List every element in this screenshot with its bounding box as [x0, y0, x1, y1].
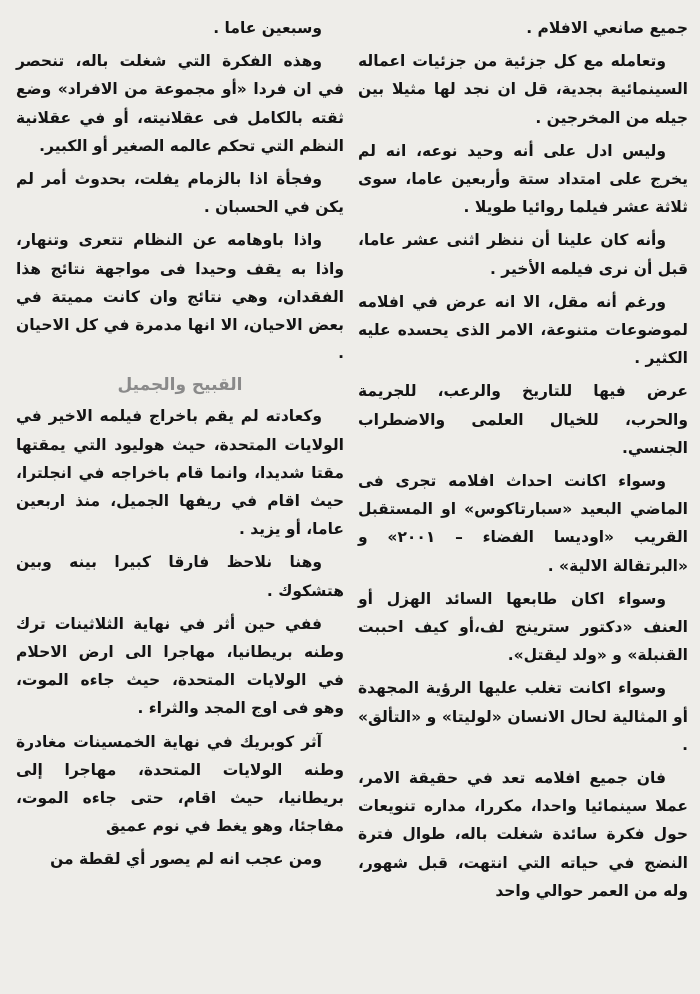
- left-column: [16, 14, 344, 879]
- paragraph: وسواء اكان طابعها السائد الهزل أو العنف «دكتور سترينج لف،أو كيف احببت القنبلة» و «ولد ليقتل».: [358, 589, 688, 665]
- right-column: [358, 14, 688, 910]
- paragraph: آثر كوبريك في نهاية الخمسينات مغادرة وطنه الولايات المتحدة، مهاجرا إلى بريطانيا، حيث اقام، حتى جاءه الموت، مفاجئا، وهو يغط في نوم عميق: [16, 732, 344, 836]
- paragraph: واذا باوهامه عن النظام تتعرى وتنهار، واذا به يقف وحيدا فى مواجهة نتائج هذا الفقدان، وهي نتائج وان كانت مميتة في بعض الاحيان، الا انها مدمرة في كل الاحيان .: [16, 231, 344, 363]
- paragraph: وسواء اكانت تغلب عليها الرؤية المجهدة أو المثالية لحال الانسان «لوليتا» و «التألق» .: [358, 679, 688, 754]
- paragraph: ورغم أنه مقل، الا انه عرض في افلامه لموضوعات متنوعة، الامر الذى يحسده عليه الكثير .: [358, 292, 688, 368]
- paragraph: ففي حين أثر في نهاية الثلاثينات ترك وطنه بريطانيا، مهاجرا الى ارض الاحلام في الولايات المتحدة، حيث جاءه الموت، وهو فى اوج المجد والثراء .: [16, 614, 344, 718]
- paragraph: وأنه كان علينا أن ننظر اثنى عشر عاما، قبل أن نرى فيلمه الأخير .: [358, 231, 688, 278]
- paragraph: عرض فيها للتاريخ والرعب، للجريمة والحرب، للخيال العلمى والاضطراب الجنسي.: [358, 382, 688, 457]
- paragraph: وفجأة اذا بالزمام يفلت، بحدوث أمر لم يكن في الحسبان .: [16, 170, 344, 217]
- paragraph: ومن عجب انه لم يصور أي لقطة من: [50, 850, 322, 869]
- paragraph: وكعادته لم يقم باخراج فيلمه الاخير في الولايات المتحدة، حيث هوليود التي يمقتها مقتا شديدا، وانما قام باخراجه في انجلترا، حيث اقام في ريفها الجميل، منذ اربعين عاما، أو يزيد .: [16, 407, 344, 539]
- paragraph: جميع صانعي الافلام .: [526, 19, 688, 37]
- paragraph: وليس ادل على أنه وحيد نوعه، انه لم يخرج على امتداد ستة وأربعين عاما، سوى ثلاثة عشر فيلما روائيا طويلا .: [358, 141, 688, 217]
- paragraph: فان جميع افلامه تعد في حقيقة الامر، عملا سينمائيا واحدا، مكررا، مداره تنويعات حول فكرة سائدة شغلت باله، طوال فترة النضج في حياته التي انتهت، قبل شهور، وله من العمر حوالي واحد: [358, 769, 688, 900]
- paragraph: وسبعين عاما .: [213, 19, 322, 37]
- section-subheading: القبيح والجميل: [117, 375, 243, 396]
- paragraph: وهنا نلاحظ فارقا كبيرا بينه وبين هتشكوك .: [16, 553, 344, 600]
- paragraph: وتعامله مع كل جزئية من جزئيات اعماله السينمائية بجدية، قل ان نجد لها مثيلا بين جيله من المخرجين .: [358, 52, 688, 127]
- paragraph: وسواء اكانت احداث افلامه تجرى فى الماضي البعيد «سبارتاكوس» او المستقبل القريب «اوديسا الفضاء – ٢٠٠١» و «البرتقالة الالية» .: [358, 472, 688, 575]
- paragraph: وهذه الفكرة التي شغلت باله، تنحصر في ان فردا «أو مجموعة من الافراد» وضع ثقته بالكامل فى عقلانيته، أو في عقلانية النظم التي تحكم عالمه الصغير أو الكبير.: [16, 52, 344, 155]
